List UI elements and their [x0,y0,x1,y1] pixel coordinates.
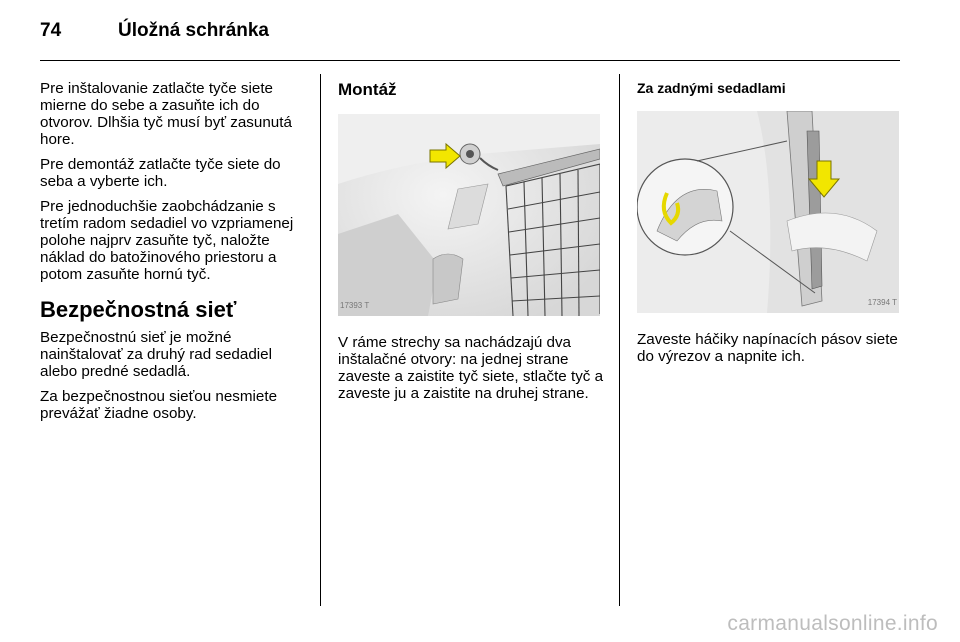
column-3 [637,80,903,373]
column-divider-1 [320,74,321,606]
paragraph-installation: Pre inštalovanie zatlačte tyče siete mierne do sebe a zasuňte ich do otvorov. Dlhšia tyč musí byť zasunutá hore. [40,80,292,148]
page-title: Úložná schránka [118,20,269,41]
figure-id-17393: 17393 T [340,301,370,310]
rear-seat-illustration [637,111,899,313]
paragraph-third-row: Pre jednoduchšie zaobchádzanie s tretím radom sedadiel vo vzpriamenej polohe najprv zasuňte tyč, naložte náklad do batožinového priestoru a potom zasuňte hornú tyč. [40,198,294,283]
watermark: carmanualsonline.info [727,612,938,635]
page-number: 74 [40,20,62,41]
roof-frame-illustration [338,114,600,316]
header-rule [40,60,900,61]
section-heading-safety-net: Bezpečnostná sieť [40,297,237,322]
paragraph-removal: Pre demontáž zatlačte tyče siete do seba a vyberte ich. [40,156,281,190]
section-heading-mounting: Montáž [338,80,397,99]
section-heading-behind-rear-seats: Za zadnými sedadlami [637,80,786,96]
column-1 [40,80,308,430]
figure-roof-frame [338,114,600,316]
paragraph-hook-instructions: Zaveste háčiky napínacích pásov siete do výrezov a napnite ich. [637,331,898,365]
column-2 [338,80,610,410]
paragraph-safety-net-warning: Za bezpečnostnou sieťou nesmiete prevážať žiadne osoby. [40,388,278,422]
figure-rear-seat-hooks [637,111,899,313]
paragraph-safety-net-install: Bezpečnostnú sieť je možné nainštalovať za druhý rad sedadiel alebo predné sedadlá. [40,329,272,380]
paragraph-mounting-instructions: V ráme strechy sa nachádzajú dva inštalačné otvory: na jednej strane zaveste a zaistite tyč siete, stlačte tyč a zaveste ju a zaistite na druhej strane. [338,334,604,402]
column-divider-2 [619,74,620,606]
figure-id-17394: 17394 T [867,298,897,307]
